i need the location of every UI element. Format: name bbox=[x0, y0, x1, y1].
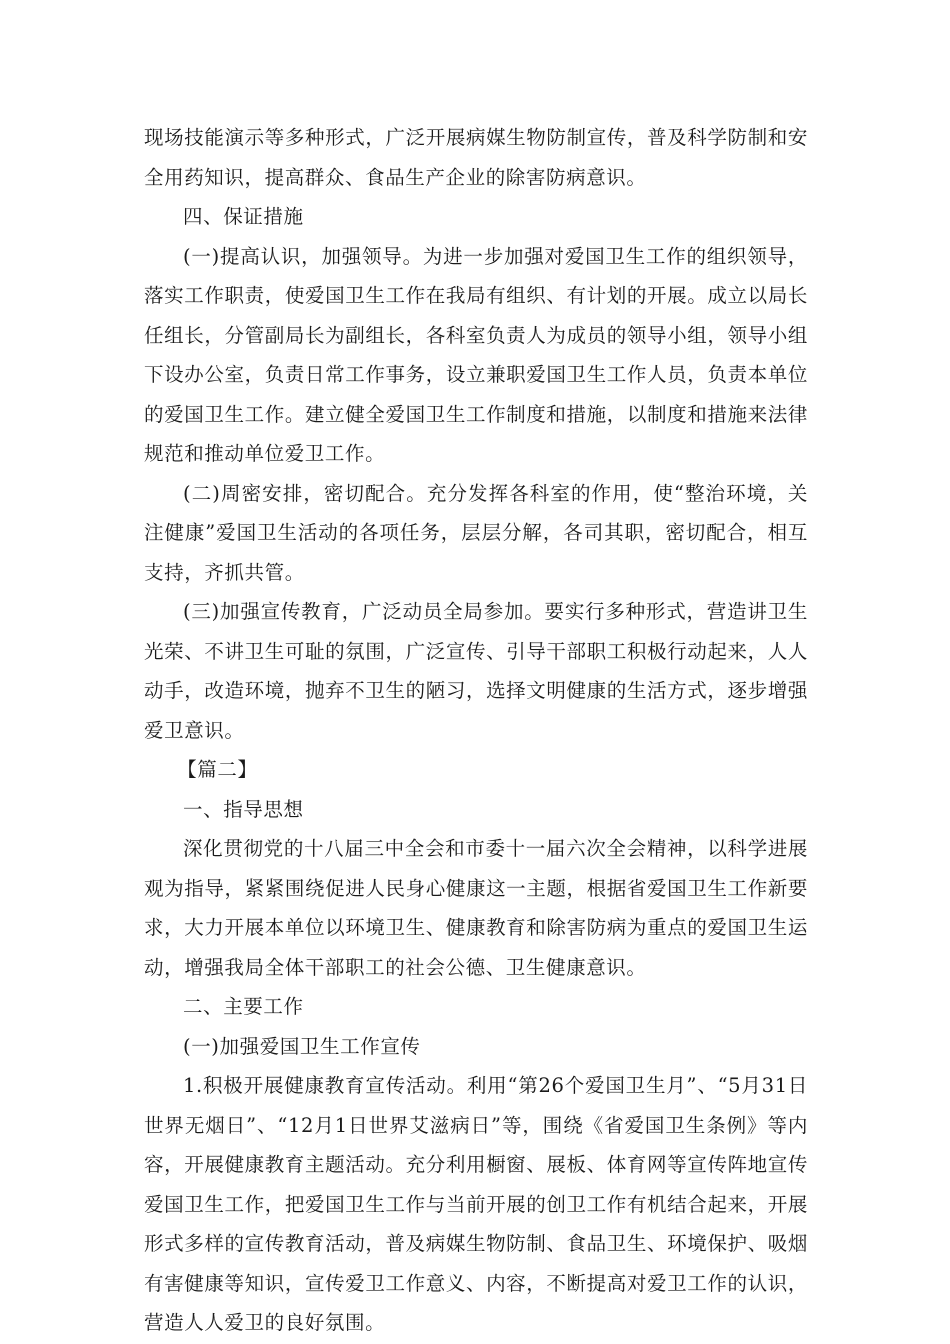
subsection-heading-publicity: (一)加强爱国卫生工作宣传 bbox=[183, 1034, 421, 1058]
continuation-paragraph: 现场技能演示等多种形式，广泛开展病媒生物防制宣传，普及科学防制和安全用药知识，提高群众、食品生产企业的除害防病意识。 bbox=[144, 126, 808, 189]
item-paragraph-1: 1.积极开展健康教育宣传活动。利用“第26个爱国卫生月”、“5月31日世界无烟日”、“12月1日世界艾滋病日”等，围绕《省爱国卫生条例》等内容，开展健康教育主题活动。充分利用橱窗、展板、体育网等宣传阵地宣传爱国卫生工作，把爱国卫生工作与当前开展的创卫工作有机结合起来，开展形式多样的宣传教育活动，普及病媒生物防制、食品卫生、环境保护、吸烟有害健康等知识，宣传爱卫工作意义、内容，不断提高对爱卫工作的认识，营造人人爱卫的良好氛围。 bbox=[144, 1074, 808, 1334]
measure-paragraph-3: (三)加强宣传教育，广泛动员全局参加。要实行多种形式，营造讲卫生光荣、不讲卫生可耻的氛围，广泛宣传、引导干部职工积极行动起来，人人动手，改造环境，抛弃不卫生的陋习，选择文明健康的生活方式，逐步增强爱卫意识。 bbox=[144, 600, 808, 742]
section-heading-main-work: 二、主要工作 bbox=[183, 995, 304, 1018]
document-page bbox=[144, 118, 808, 1343]
part-two-tag: 【篇二】 bbox=[177, 758, 258, 781]
section-heading-guiding-thought: 一、指导思想 bbox=[183, 797, 304, 821]
measure-paragraph-2: (二)周密安排，密切配合。充分发挥各科室的作用，使“整治环境，关注健康”爱国卫生活动的各项任务，层层分解，各司其职，密切配合，相互支持，齐抓共管。 bbox=[144, 481, 808, 584]
section-heading-guarantee-measures: 四、保证措施 bbox=[183, 205, 304, 228]
measure-paragraph-1: (一)提高认识，加强领导。为进一步加强对爱国卫生工作的组织领导，落实工作职责，使爱国卫生工作在我局有组织、有计划的开展。成立以局长任组长，分管副局长为副组长，各科室负责人为成员的领导小组，领导小组下设办公室，负责日常工作事务，设立兼职爱国卫生工作人员，负责本单位的爱国卫生工作。建立健全爱国卫生工作制度和措施，以制度和措施来法律规范和推动单位爱卫工作。 bbox=[144, 244, 808, 465]
guiding-thought-paragraph: 深化贯彻党的十八届三中全会和市委十一届六次全会精神，以科学进展观为指导，紧紧围绕促进人民身心健康这一主题，根据省爱国卫生工作新要求，大力开展本单位以环境卫生、健康教育和除害防病为重点的爱国卫生运动，增强我局全体干部职工的社会公德、卫生健康意识。 bbox=[144, 837, 808, 979]
